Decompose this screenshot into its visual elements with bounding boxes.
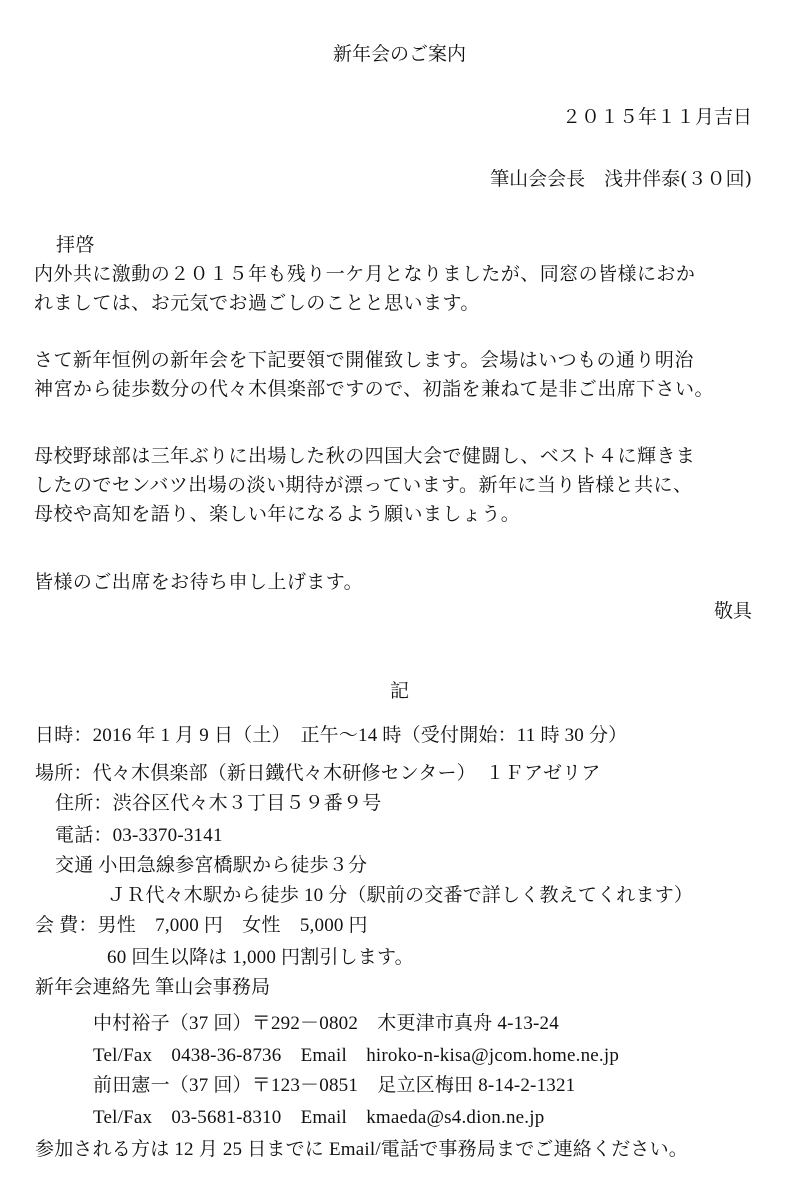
detail-contact-heading: 新年会連絡先 筆山会事務局 <box>35 977 271 998</box>
salutation: 拝啓 <box>56 234 95 256</box>
paragraph-2-line-2: 神宮から徒歩数分の代々木倶楽部ですので、初詣を兼ねて是非ご出席下さい。 <box>34 378 714 400</box>
detail-contact-1-tel: Tel/Fax 0438-36-8736 Email hiroko-n-kisa@jcom.home.ne.jp <box>93 1045 620 1066</box>
detail-contact-2: 前田憲一（37 回）〒123－0851 足立区梅田 8-14-2-1321 <box>93 1075 576 1096</box>
paragraph-1-line-2: れましては、お元気でお過ごしのことと思います。 <box>34 292 480 314</box>
paragraph-2-line-1: さて新年恒例の新年会を下記要領で開催致します。会場はいつもの通り明治 <box>34 349 694 371</box>
detail-contact-2-tel: Tel/Fax 03-5681-8310 Email kmaeda@s4.dion.ne.jp <box>93 1107 545 1128</box>
detail-transport-1: 交通 小田急線参宮橋駅から徒歩３分 <box>55 855 368 876</box>
detail-address: 住所：渋谷区代々木３丁目５９番９号 <box>55 793 382 814</box>
paragraph-3-line-3: 母校や高知を語り、楽しい年になるよう願いましょう。 <box>34 503 521 525</box>
ki-heading: 記 <box>389 680 409 702</box>
detail-rsvp: 参加される方は 12 月 25 日までに Email/電話で事務局までご連絡ください。 <box>35 1139 689 1160</box>
paragraph-3-line-2: したのでセンバツ出場の淡い期待が漂っています。新年に当り皆様と共に、 <box>34 474 693 496</box>
detail-fee: 会 費：男性 7,000 円 女性 5,000 円 <box>35 915 368 936</box>
paragraph-3-line-1: 母校野球部は三年ぶりに出場した秋の四国大会で健闘し、ベスト４に輝きま <box>34 445 696 467</box>
closing: 敬具 <box>713 600 752 622</box>
detail-contact-1: 中村裕子（37 回）〒292－0802 木更津市真舟 4-13-24 <box>93 1013 559 1034</box>
document-date: ２０１５年１１月吉日 <box>561 106 752 128</box>
paragraph-4-line-1: 皆様のご出席をお待ち申し上げます。 <box>34 571 364 593</box>
document-title: 新年会のご案内 <box>332 43 466 65</box>
detail-datetime: 日時：2016 年 1 月 9 日（土） 正午～14 時（受付開始：11 時 30 分） <box>35 725 628 746</box>
sender-name: 筆山会会長 浅井伴泰(３０回) <box>490 168 752 190</box>
detail-venue: 場所：代々木倶楽部（新日鐵代々木研修センター） １Ｆアゼリア <box>35 763 601 784</box>
detail-discount: 60 回生以降は 1,000 円割引します。 <box>107 947 414 968</box>
detail-transport-2: ＪＲ代々木駅から徒歩 10 分（駅前の交番で詳しく教えてくれます） <box>107 885 694 906</box>
paragraph-1-line-1: 内外共に激動の２０１５年も残り一ケ月となりましたが、同窓の皆様におか <box>34 263 696 285</box>
detail-phone: 電話：03-3370-3141 <box>55 825 223 846</box>
